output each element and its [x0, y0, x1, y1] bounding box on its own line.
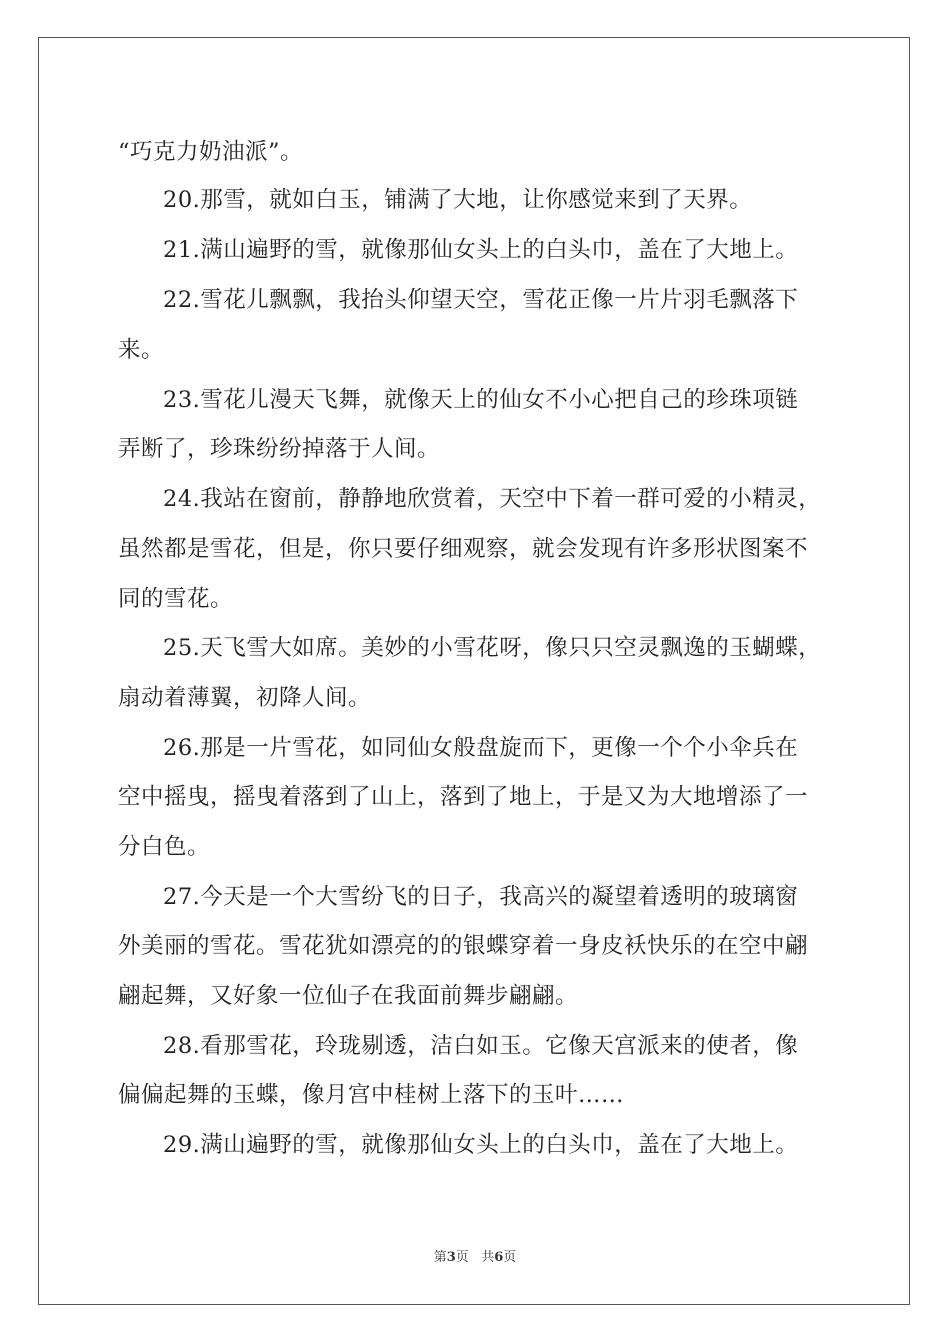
text-line-21: 29.满山遍野的雪，就像那仙女头上的白头巾，盖在了大地上。 [163, 1132, 799, 1158]
text-line-12: 扇动着薄翼，初降人间。 [118, 685, 372, 711]
text-line-10: 同的雪花。 [118, 586, 234, 612]
text-line-6: 23.雪花儿漫天飞舞，就像天上的仙女不小心把自己的珍珠项链 [163, 387, 799, 413]
text-line-9: 虽然都是雪花，但是，你只要仔细观察，就会发现有许多形状图案不 [118, 536, 809, 562]
page-number: 3 [446, 1250, 456, 1265]
text-line-3: 21.满山遍野的雪，就像那仙女头上的白头巾，盖在了大地上。 [163, 237, 799, 263]
text-line-8: 24.我站在窗前，静静地欣赏着，天空中下着一群可爱的小精灵， [163, 486, 822, 512]
page-footer [0, 1246, 950, 1265]
total-prefix: 共 [481, 1250, 495, 1265]
total-pages: 6 [494, 1250, 504, 1265]
text-line-2: 20.那雪，就如白玉，铺满了大地，让你感觉来到了天界。 [163, 187, 753, 213]
page-prefix: 第 [433, 1250, 447, 1265]
text-line-1: “巧克力奶油派”。 [118, 139, 304, 165]
text-line-19: 28.看那雪花，玲珑剔透，洁白如玉。它像天宫派来的使者，像 [163, 1033, 799, 1059]
text-line-16: 27.今天是一个大雪纷飞的日子，我高兴的凝望着透明的玻璃窗 [163, 884, 799, 910]
text-line-13: 26.那是一片雪花，如同仙女般盘旋而下，更像一个个小伞兵在 [163, 735, 799, 761]
page-suffix: 页 [455, 1250, 469, 1265]
text-line-11: 25.天飞雪大如席。美妙的小雪花呀，像只只空灵飘逸的玉蝴蝶， [163, 635, 822, 661]
text-line-17: 外美丽的雪花。雪花犹如漂亮的的银蝶穿着一身皮袄快乐的在空中翩 [118, 933, 809, 959]
text-line-20: 偏偏起舞的玉蝶，像月宫中桂树上落下的玉叶…… [118, 1082, 625, 1108]
text-line-15: 分白色。 [118, 834, 211, 860]
total-suffix: 页 [503, 1250, 517, 1265]
text-line-5: 来。 [118, 337, 165, 363]
text-line-4: 22.雪花儿飘飘，我抬头仰望天空，雪花正像一片片羽毛飘落下 [163, 287, 799, 313]
text-line-14: 空中摇曳，摇曳着落到了山上，落到了地上，于是又为大地增添了一 [118, 784, 809, 810]
text-line-18: 翩起舞，又好象一位仙子在我面前舞步翩翩。 [118, 983, 579, 1009]
text-line-7: 弄断了，珍珠纷纷掉落于人间。 [118, 436, 441, 462]
